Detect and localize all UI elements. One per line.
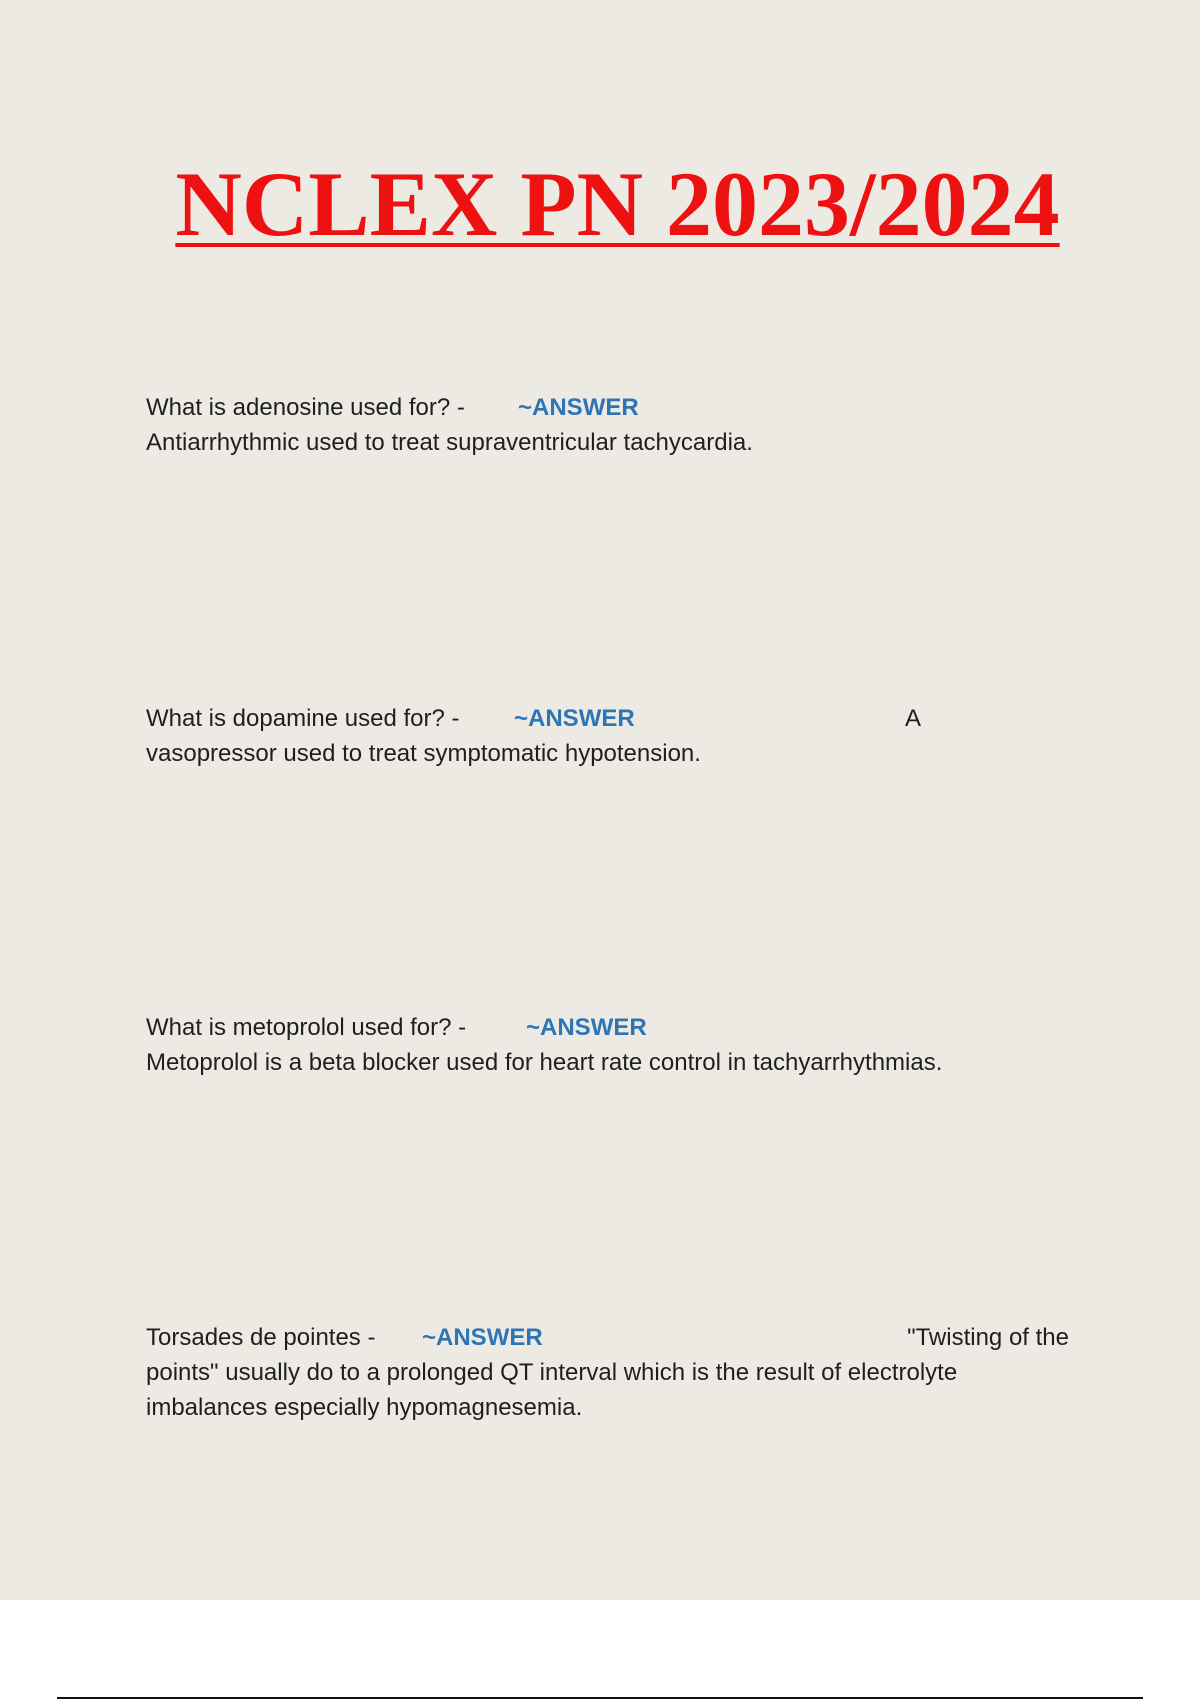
answer-text: vasopressor used to treat symptomatic hypotension.: [146, 740, 701, 767]
question-line: [146, 1320, 1081, 1355]
question-line: [146, 390, 1081, 425]
question-text: What is dopamine used for? -: [146, 705, 460, 732]
footer-divider: [57, 1697, 1143, 1699]
answer-tag: ~ANSWER: [526, 1014, 647, 1041]
answer-text: Antiarrhythmic used to treat supraventricular tachycardia.: [146, 429, 753, 456]
answer-tag: ~ANSWER: [422, 1324, 543, 1351]
answer-tag: ~ANSWER: [518, 394, 639, 421]
question-line: [146, 1010, 1081, 1045]
question-line: [146, 701, 1081, 736]
question-text: What is adenosine used for? -: [146, 394, 465, 421]
answer-text: Metoprolol is a beta blocker used for heart rate control in tachyarrhythmias.: [146, 1049, 943, 1076]
qa-item: [146, 701, 1081, 771]
answer-text: points" usually do to a prolonged QT interval which is the result of electrolyte imbalances especially hypomagnesemia.: [146, 1359, 958, 1421]
question-text: Torsades de pointes -: [146, 1324, 376, 1351]
qa-item: [146, 1320, 1081, 1425]
answer-tag: ~ANSWER: [514, 705, 635, 732]
answer-lead-text: "Twisting of the: [907, 1324, 1069, 1351]
qa-item: [146, 390, 1081, 460]
answer-lead-text: A: [904, 705, 921, 732]
question-text: What is metoprolol used for? -: [146, 1014, 467, 1041]
qa-item: [146, 1010, 1081, 1080]
document-title: NCLEX PN 2023/2024: [175, 153, 1060, 255]
